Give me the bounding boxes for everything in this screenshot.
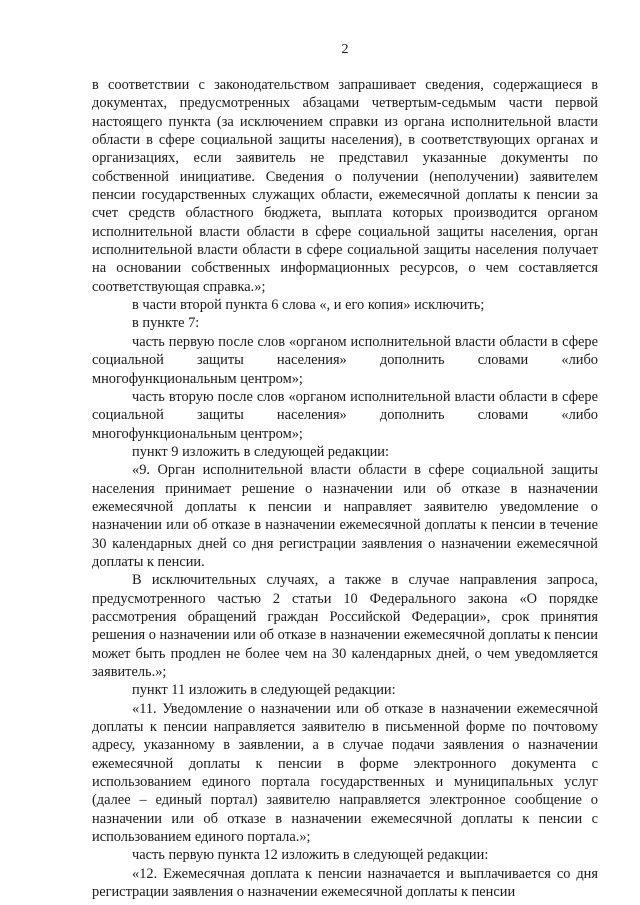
paragraph-7: В исключительных случаях, а также в случае направления запроса, предусмотренного частью 2 статьи 10 Федерального закона «О порядке рассмотрения обращений граждан Российской Федерации», срок принятия решения о назначении или об отказе в назначении ежемесячной доплаты к пенсии может быть продлен не более чем на 30 календарных дней, о чем уведомляется заявитель.»; xyxy=(92,572,598,680)
paragraph-3: часть первую после слов «органом исполнительной власти области в сфере социальной защиты населения» дополнить словами «либо многофункциональным центром»; xyxy=(92,333,598,387)
paragraph-9: «11. Уведомление о назначении или об отказе в назначении ежемесячной доплаты к пенсии направляется заявителю в письменной форме по почтовому адресу, указанному в заявлении, а в случае подачи заявления о назначении ежемесячной доплаты к пенсии в форме электронного документа с использованием единого портала государственных и муниципальных услуг (далее – единый портал) заявителю направляется электронное сообщение о назначении или об отказе в назначении ежемесячной доплаты к пенсии с использованием единого портала.»; xyxy=(92,700,598,846)
paragraph-5: пункт 9 изложить в следующей редакции: xyxy=(132,443,389,460)
paragraph-0: в соответствии с законодательством запрашивает сведения, содержащиеся в документах, предусмотренных абзацами четвертым-седьмым части первой настоящего пункта (за исключением справки из органа исполнительной власти области в сфере социальной защиты населения), в соответствующих органах и организациях, если заявитель не представил указанные документы по собственной инициативе. Сведения о получении (неполучении) заявителем пенсии государственных служащих области, ежемесячной доплаты к пенсии за счет средств областного бюджета, выплата которых производится органом исполнительной власти области в сфере социальной защиты населения, орган исполнительной власти области в сфере социальной защиты населения получает на основании собственных информационных ресурсов, о чем составляется соответствующая справка.»; xyxy=(92,77,598,295)
paragraph-10: часть первую пункта 12 изложить в следующей редакции: xyxy=(132,847,489,864)
body-text xyxy=(92,76,598,901)
paragraph-1: в части второй пункта 6 слова «, и его копия» исключить; xyxy=(132,297,485,314)
paragraph-2: в пункте 7: xyxy=(132,315,200,332)
paragraph-6: «9. Орган исполнительной власти области в сфере социальной защиты населения принимает решение о назначении или об отказе в назначении ежемесячной доплаты к пенсии и направляет заявителю уведомление о назначении или об отказе в назначении ежемесячной доплаты к пенсии в течение 30 календарных дней со дня регистрации заявления о назначении ежемесячной доплаты к пенсии. xyxy=(92,462,598,570)
page-number: 2 xyxy=(341,42,349,57)
paragraph-4: часть вторую после слов «органом исполнительной власти области в сфере социальной защиты населения» дополнить словами «либо многофункциональным центром»; xyxy=(92,388,598,442)
paragraph-8: пункт 11 изложить в следующей редакции: xyxy=(132,682,396,699)
paragraph-11: «12. Ежемесячная доплата к пенсии назначается и выплачивается со дня регистрации заявления о назначении ежемесячной доплаты к пенсии xyxy=(92,865,598,901)
